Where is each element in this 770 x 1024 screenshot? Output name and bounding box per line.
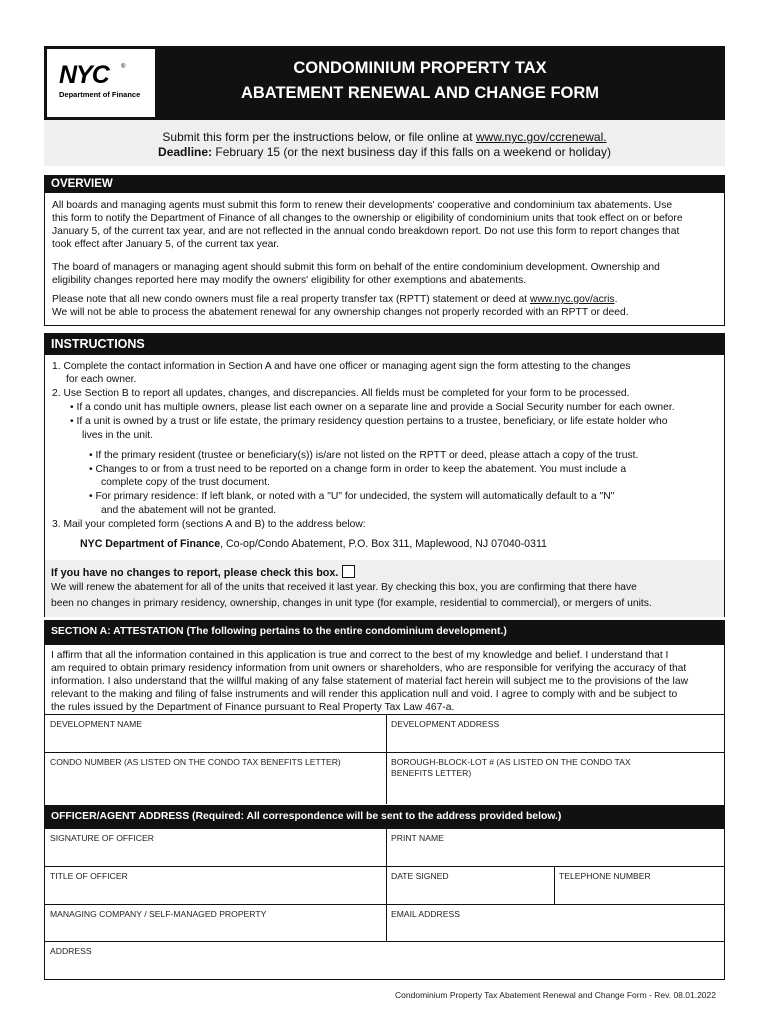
logo-nyc-text: NYC	[59, 61, 109, 89]
date-signed-field[interactable]	[386, 866, 554, 905]
attestation-line: information. I also understand that the willful making of any false statement of material fact herein will subject me to the provisions of the law	[51, 676, 689, 687]
instruction-subbullet: • If the primary resident (trustee or beneficiary(s)) is/are not listed on the RPTT or deed, please attach a copy of the trust.	[89, 450, 639, 461]
no-changes-heading: If you have no changes to report, please check this box.	[51, 567, 339, 579]
bbl-label-line: BENEFITS LETTER)	[391, 768, 472, 778]
overview-paragraph-2	[52, 261, 720, 287]
no-changes-prompt	[51, 565, 355, 579]
email-label: EMAIL ADDRESS	[391, 909, 460, 919]
email-field[interactable]	[386, 904, 724, 942]
instruction-subbullet-cont: and the abatement will not be granted.	[101, 505, 277, 516]
attestation-line: I affirm that all the information contained in this application is true and correct to the best of my knowledge and belief. I understand that I	[51, 650, 669, 661]
instructions-body	[44, 355, 725, 560]
instructions-heading-text: INSTRUCTIONS	[51, 337, 145, 351]
overview-p3-line	[52, 293, 720, 306]
development-name-label: DEVELOPMENT NAME	[50, 719, 143, 729]
overview-heading	[44, 175, 725, 193]
officer-heading	[44, 805, 725, 829]
officer-body	[44, 829, 725, 980]
condo-number-field[interactable]	[45, 752, 386, 805]
development-name-field[interactable]	[45, 714, 386, 753]
submission-info	[44, 120, 725, 166]
overview-paragraph-3	[52, 293, 720, 319]
signature-field[interactable]	[45, 829, 386, 866]
bbl-label-line: BOROUGH-BLOCK-LOT # (AS LISTED ON THE CONDO TAX	[391, 757, 631, 767]
no-changes-line: been no changes in primary residency, ownership, changes in unit type (for example, residential to commercial), or mergers of units.	[51, 598, 652, 609]
instructions-heading	[44, 333, 725, 355]
managing-company-field[interactable]	[45, 904, 386, 942]
instruction-1: 1. Complete the contact information in Section A and have one officer or managing agent sign the form attesting to the changes	[52, 361, 631, 372]
ccrenewal-link[interactable]: www.nyc.gov/ccrenewal.	[475, 130, 607, 144]
instruction-bullet: • If a unit is owned by a trust or life estate, the primary residency question pertains to a trustee, beneficiary, or life estate holder who	[70, 416, 668, 427]
column-divider	[386, 829, 387, 941]
officer-heading-text: OFFICER/AGENT ADDRESS (Required: All correspondence will be sent to the address provided below.)	[51, 811, 562, 822]
overview-p1-line: January 5, of the current tax year, and are not reflected in the annual condo breakdown report. Do not use this form to report changes that	[52, 226, 680, 237]
mailing-address	[80, 538, 547, 551]
instruction-subbullet: • For primary residence: If left blank, or noted with a "U" for undecided, the system will automatically default to a "N"	[89, 491, 615, 502]
overview-body	[44, 193, 725, 326]
borough-block-lot-field[interactable]	[386, 752, 724, 805]
section-a-heading-text: SECTION A: ATTESTATION (The following pertains to the entire condominium development.)	[51, 626, 507, 637]
address-field[interactable]	[45, 941, 724, 980]
attestation-line: the rules issued by the Department of Finance pursuant to Real Property Tax Law 467-a.	[51, 702, 455, 713]
acris-text: Please note that all new condo owners must file a real property transfer tax (RPTT) statement or deed at	[52, 294, 530, 305]
attestation-line: am required to obtain primary residency information from unit owners or shareholders, who are responsible for verifying the accuracy of that	[51, 663, 687, 674]
condo-number-label: CONDO NUMBER (AS LISTED ON THE CONDO TAX BENEFITS LETTER)	[50, 757, 341, 767]
attestation-line: relevant to the making and filing of false instruments and will render this application null and void. I agree to comply with and be subject to	[51, 689, 678, 700]
form-footer: Condominium Property Tax Abatement Renewal and Change Form - Rev. 08.01.2022	[395, 990, 716, 1000]
telephone-label: TELEPHONE NUMBER	[559, 871, 651, 881]
form-title-line2: ABATEMENT RENEWAL AND CHANGE FORM	[240, 84, 600, 102]
overview-p2-line: eligibility changes reported here may modify the owners' eligibility for other exemptions and abatements.	[52, 275, 527, 286]
print-name-label: PRINT NAME	[391, 833, 444, 843]
instruction-2: 2. Use Section B to report all updates, changes, and discrepancies. All fields must be completed for your form to be processed.	[52, 388, 630, 399]
deadline-label: Deadline:	[158, 145, 213, 159]
acris-suffix: .	[614, 294, 618, 305]
development-address-label: DEVELOPMENT ADDRESS	[391, 719, 500, 729]
overview-p3-line: We will not be able to process the abatement renewal for any ownership changes not properly recorded with an RPTT or deed.	[52, 307, 629, 318]
mailing-address-rest: , Co-op/Condo Abatement, P.O. Box 311, Maplewood, NJ 07040-0311	[220, 538, 547, 550]
deadline-line	[44, 145, 725, 159]
no-changes-explanation	[51, 581, 719, 610]
borough-block-lot-label	[391, 757, 631, 779]
overview-p1-line: All boards and managing agents must submit this form to renew their developments' cooperative and condominium tax abatements. Use	[52, 200, 673, 211]
title-field[interactable]	[45, 866, 386, 905]
instruction-bullet: • If a condo unit has multiple owners, please list each owner on a separate line and provide a Social Security number for each owner.	[70, 402, 675, 413]
form-title-line1: CONDOMINIUM PROPERTY TAX	[293, 59, 547, 77]
print-name-field[interactable]	[386, 829, 724, 866]
overview-paragraph-1	[52, 199, 720, 251]
no-changes-section	[44, 560, 725, 617]
submit-text: Submit this form per the instructions below, or file online at	[162, 130, 476, 144]
column-divider	[554, 866, 555, 904]
trademark-mark: ®	[121, 64, 126, 70]
acris-link[interactable]: www.nyc.gov/acris	[529, 294, 615, 305]
date-signed-label: DATE SIGNED	[391, 871, 449, 881]
instruction-bullet-cont: lives in the unit.	[82, 430, 153, 441]
overview-p1-line: this form to notify the Department of Finance of all changes to the ownership or eligibility of condominium units that took effect on or before	[52, 213, 683, 224]
attestation-text	[51, 649, 719, 714]
title-label: TITLE OF OFFICER	[50, 871, 128, 881]
address-label: ADDRESS	[50, 946, 92, 956]
overview-heading-text: OVERVIEW	[51, 178, 113, 190]
instruction-3: 3. Mail your completed form (sections A and B) to the address below:	[52, 519, 366, 530]
section-a-body	[44, 645, 725, 805]
instruction-subbullet: • Changes to or from a trust need to be reported on a change form in order to keep the abatement. You must include a	[89, 464, 627, 475]
development-address-field[interactable]	[386, 714, 724, 753]
overview-p2-line: The board of managers or managing agent should submit this form on behalf of the entire condominium development. Ownership and	[52, 262, 660, 273]
instruction-1-cont: for each owner.	[66, 374, 137, 385]
no-changes-line: We will renew the abatement for all of the units that received it last year. By checking this box, you are confirming that there have	[51, 582, 637, 593]
logo-dept-text: Department of Finance	[59, 90, 141, 99]
section-a-heading	[44, 620, 725, 645]
instruction-subbullet-cont: complete copy of the trust document.	[101, 477, 270, 488]
no-changes-checkbox[interactable]	[342, 565, 355, 578]
submit-instructions	[44, 130, 725, 144]
deadline-text: February 15 (or the next business day if this falls on a weekend or holiday)	[212, 145, 611, 159]
telephone-field[interactable]	[554, 866, 724, 905]
mailing-address-name: NYC Department of Finance	[80, 538, 221, 550]
overview-p1-line: took effect after January 5, of the current tax year.	[52, 239, 280, 250]
managing-company-label: MANAGING COMPANY / SELF-MANAGED PROPERTY	[50, 909, 267, 919]
nyc-finance-logo	[47, 49, 155, 117]
signature-label: SIGNATURE OF OFFICER	[50, 833, 154, 843]
